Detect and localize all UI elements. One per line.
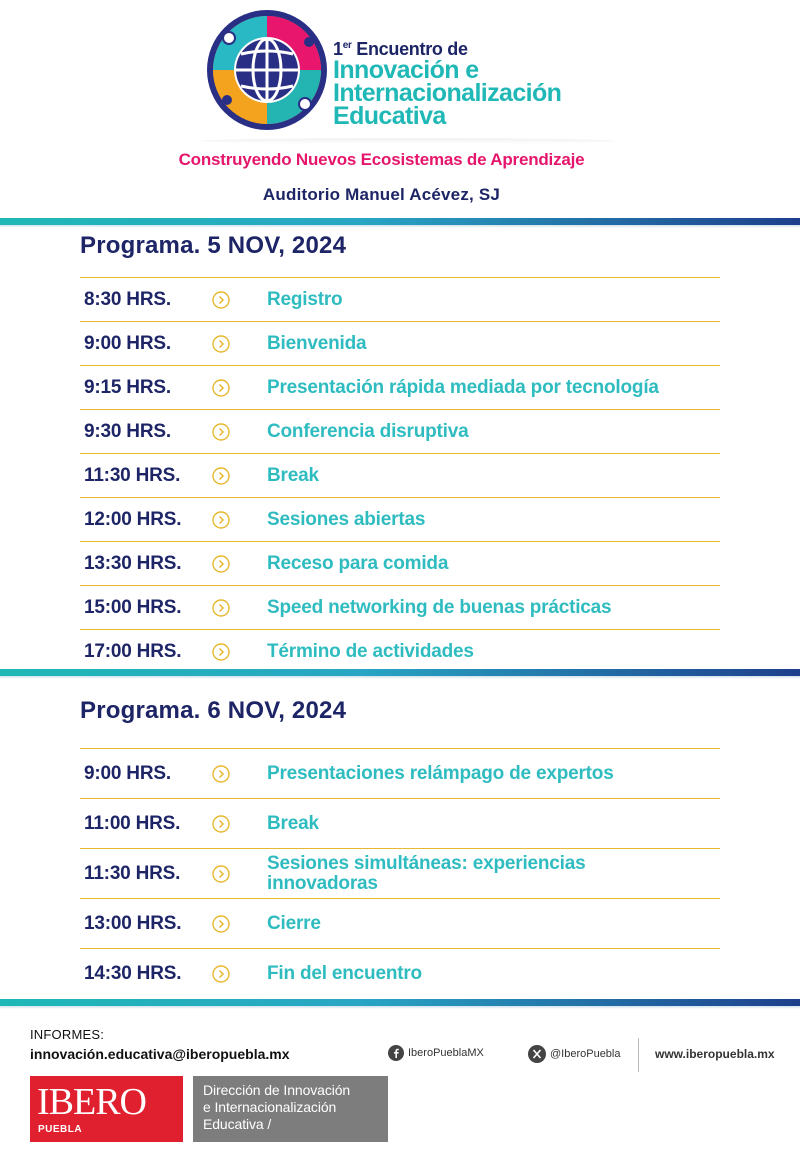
activity-label: Speed networking de buenas prácticas [267, 596, 612, 618]
activity-label: Break [267, 812, 319, 834]
schedule-row [80, 748, 720, 798]
footer-divider [638, 1038, 639, 1072]
footer [0, 1010, 800, 1152]
ibero-logo-sub: PUEBLA [38, 1124, 83, 1135]
activity-label: Break [267, 464, 319, 486]
activity-label: Término de actividades [267, 640, 474, 662]
chevron-circle-icon [212, 915, 230, 933]
activity-label: Sesiones abiertas [267, 508, 426, 530]
chevron-circle-icon [212, 599, 230, 617]
chevron-circle-icon [212, 865, 230, 883]
schedule-row [80, 948, 720, 998]
x-icon [528, 1045, 546, 1063]
x-handle: @IberoPuebla [550, 1048, 621, 1060]
activity-label: Presentación rápida mediada por tecnología [267, 376, 659, 398]
time-label: 9:00 HRS. [84, 332, 171, 354]
activity-label: Conferencia disruptiva [267, 420, 469, 442]
logo-line-3: Internacionalización [333, 79, 562, 107]
logo-line-4: Educativa [333, 102, 446, 130]
schedule-list [80, 277, 720, 673]
schedule-row [80, 453, 720, 497]
chevron-circle-icon [212, 965, 230, 983]
time-label: 13:30 HRS. [84, 552, 182, 574]
time-label: 17:00 HRS. [84, 640, 182, 662]
ibero-logo-word: IBERO [37, 1081, 146, 1123]
schedule-row [80, 541, 720, 585]
header [0, 0, 800, 218]
divider-bar [0, 218, 800, 225]
chevron-circle-icon [212, 815, 230, 833]
time-label: 9:00 HRS. [84, 762, 171, 784]
chevron-circle-icon [212, 555, 230, 573]
globe-logo-icon [205, 8, 330, 133]
event-logo-text [333, 36, 633, 128]
schedule-row [80, 798, 720, 848]
time-label: 9:15 HRS. [84, 376, 171, 398]
schedule-row [80, 277, 720, 321]
x-link[interactable] [528, 1045, 621, 1063]
time-label: 8:30 HRS. [84, 288, 171, 310]
chevron-circle-icon [212, 423, 230, 441]
schedule-row [80, 585, 720, 629]
chevron-circle-icon [212, 379, 230, 397]
activity-label: Registro [267, 288, 343, 310]
program-title: Programa. 5 NOV, 2024 [80, 232, 347, 259]
chevron-circle-icon [212, 511, 230, 529]
time-label: 9:30 HRS. [84, 420, 171, 442]
time-label: 11:00 HRS. [84, 812, 181, 834]
schedule-row [80, 629, 720, 673]
logo-shadow [200, 138, 615, 144]
activity-label: Fin del encuentro [267, 962, 422, 984]
time-label: 11:30 HRS. [84, 464, 181, 486]
tagline: Construyendo Nuevos Ecosistemas de Aprendizaje [178, 150, 585, 169]
time-label: 14:30 HRS. [84, 962, 182, 984]
schedule-row [80, 365, 720, 409]
direccion-line: Dirección de Innovación [203, 1082, 351, 1098]
facebook-link[interactable] [388, 1045, 484, 1061]
activity-label: Presentaciones relámpago de expertos [267, 762, 614, 784]
divider-bar [0, 999, 800, 1006]
schedule-row [80, 321, 720, 365]
chevron-circle-icon [212, 765, 230, 783]
divider-bar [0, 669, 800, 676]
direccion-line: e Internacionalización [203, 1099, 337, 1115]
contact-email[interactable]: innovación.educativa@iberopuebla.mx [30, 1046, 290, 1062]
activity-label: Cierre [267, 912, 321, 934]
direccion-label-box [193, 1076, 388, 1142]
activity-label: Receso para comida [267, 552, 449, 574]
logo-line-1: 1er Encuentro de [333, 39, 468, 59]
website-link[interactable]: www.iberopuebla.mx [655, 1047, 775, 1061]
informes-label: INFORMES: [30, 1027, 105, 1042]
time-label: 12:00 HRS. [84, 508, 182, 530]
activity-label: Sesiones simultáneas: experiencias innovadoras [267, 852, 586, 894]
time-label: 15:00 HRS. [84, 596, 182, 618]
chevron-circle-icon [212, 291, 230, 309]
time-label: 11:30 HRS. [84, 862, 181, 884]
time-label: 13:00 HRS. [84, 912, 182, 934]
chevron-circle-icon [212, 643, 230, 661]
ibero-logo [30, 1076, 183, 1142]
schedule-row [80, 848, 720, 898]
program-title: Programa. 6 NOV, 2024 [80, 697, 347, 724]
schedule-row [80, 898, 720, 948]
facebook-icon [388, 1045, 404, 1061]
schedule-row [80, 497, 720, 541]
venue: Auditorio Manuel Acévez, SJ [262, 185, 501, 204]
logo-line-2: Innovación e [333, 56, 479, 84]
schedule-row [80, 409, 720, 453]
direccion-line: Educativa / [203, 1116, 272, 1132]
chevron-circle-icon [212, 335, 230, 353]
activity-label: Bienvenida [267, 332, 367, 354]
facebook-handle: IberoPueblaMX [408, 1047, 484, 1059]
chevron-circle-icon [212, 467, 230, 485]
schedule-list [80, 748, 720, 998]
